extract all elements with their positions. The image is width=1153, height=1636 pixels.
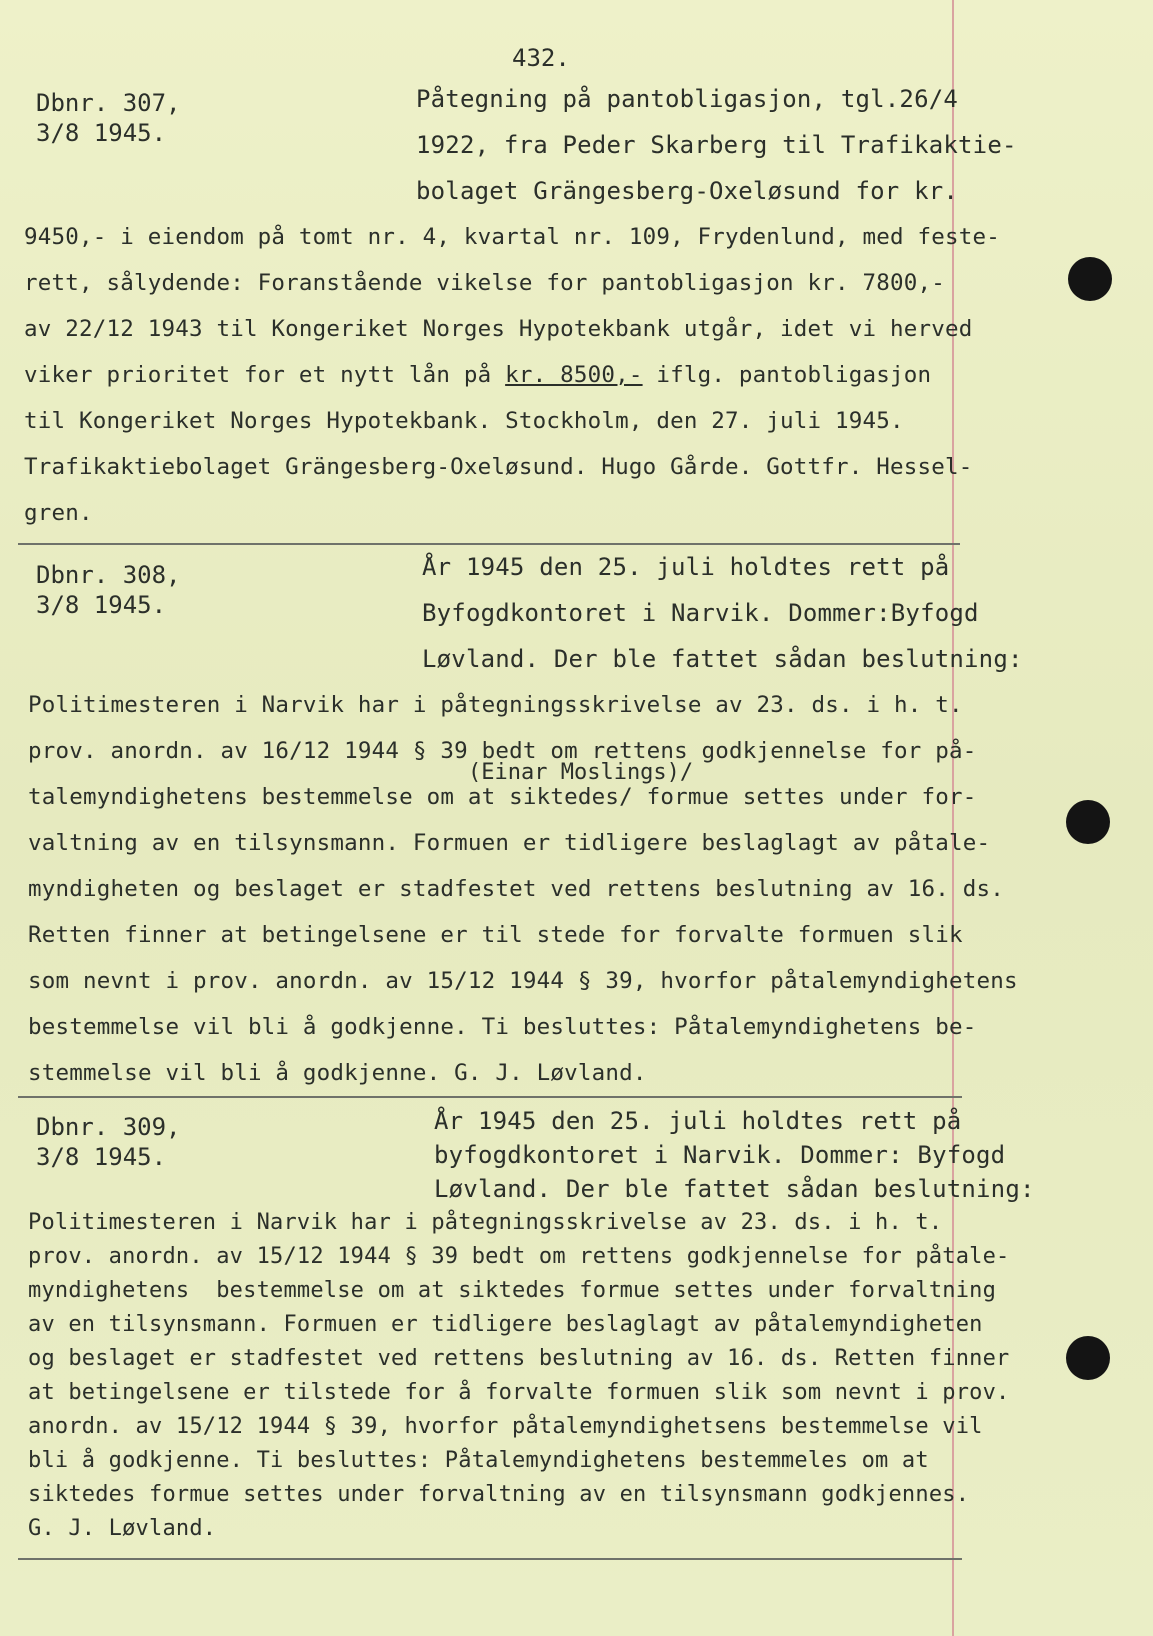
line-text: iflg. pantobligasjon	[642, 362, 932, 388]
entry-308-ref	[36, 560, 181, 620]
punch-hole	[1066, 800, 1110, 844]
entry-line: Påtegning på pantobligasjon, tgl.26/4	[416, 85, 959, 113]
ref-date: 3/8 1945.	[36, 591, 167, 619]
entry-line: anordn. av 15/12 1944 § 39, hvorfor påtalemyndighetsens bestemmelse vil	[28, 1414, 983, 1439]
entry-line: Trafikaktiebolaget Grängesberg-Oxeløsund. Hugo Gårde. Gottfr. Hessel-	[24, 454, 973, 480]
entry-line: stemmelse vil bli å godkjenne. G. J. Løvland.	[28, 1060, 647, 1086]
entry-line: av en tilsynsmann. Formuen er tidligere beslaglagt av påtalemyndigheten	[28, 1312, 983, 1337]
punch-hole	[1066, 1336, 1110, 1380]
entry-line: 9450,- i eiendom på tomt nr. 4, kvartal nr. 109, Frydenlund, med feste-	[24, 224, 1000, 250]
entry-line: Retten finner at betingelsene er til stede for forvalte formuen slik	[28, 922, 963, 948]
entry-line: til Kongeriket Norges Hypotekbank. Stockholm, den 27. juli 1945.	[24, 408, 904, 434]
entry-line: Løvland. Der ble fattet sådan beslutning:	[434, 1175, 1035, 1203]
entry-divider	[18, 543, 960, 545]
ref-date: 3/8 1945.	[36, 119, 167, 147]
entry-line: Politimesteren i Narvik har i påtegningsskrivelse av 23. ds. i h. t.	[28, 1210, 943, 1235]
entry-line: Byfogdkontoret i Narvik. Dommer:Byfogd	[422, 599, 979, 627]
entry-line: bestemmelse vil bli å godkjenne. Ti besluttes: Påtalemyndighetens be-	[28, 1014, 977, 1040]
entry-line: År 1945 den 25. juli holdtes rett på	[434, 1107, 962, 1135]
ref-number: Dbnr. 307,	[36, 89, 181, 117]
ref-number: Dbnr. 308,	[36, 561, 181, 589]
entry-line: av 22/12 1943 til Kongeriket Norges Hypotekbank utgår, idet vi herved	[24, 316, 973, 342]
entry-line: År 1945 den 25. juli holdtes rett på	[422, 553, 950, 581]
entry-line: som nevnt i prov. anordn. av 15/12 1944 § 39, hvorfor påtalemyndighetens	[28, 968, 1018, 994]
line-text: viker prioritet for et nytt lån på	[24, 362, 506, 388]
entry-divider	[18, 1558, 962, 1560]
handwritten-insertion: (Einar Moslings)/	[468, 760, 694, 785]
ref-date: 3/8 1945.	[36, 1143, 167, 1171]
entry-line: prov. anordn. av 16/12 1944 § 39 bedt om rettens godkjennelse for på-	[28, 738, 977, 764]
entry-line: valtning av en tilsynsmann. Formuen er tidligere beslaglagt av påtale-	[28, 830, 991, 856]
entry-line: myndighetens bestemmelse om at siktedes formue settes under forvaltning	[28, 1278, 997, 1303]
entry-line: G. J. Løvland.	[28, 1516, 217, 1541]
ref-number: Dbnr. 309,	[36, 1113, 181, 1141]
entry-307-ref	[36, 88, 181, 148]
entry-line: rett, sålydende: Foranstående vikelse for pantobligasjon kr. 7800,-	[24, 270, 945, 296]
entry-line: Løvland. Der ble fattet sådan beslutning:	[422, 645, 1023, 673]
entry-line: byfogdkontoret i Narvik. Dommer: Byfogd	[434, 1141, 1006, 1169]
entry-line: 1922, fra Peder Skarberg til Trafikaktie-	[416, 131, 1017, 159]
entry-line: og beslaget er stadfestet ved rettens beslutning av 16. ds. Retten finner	[28, 1346, 1010, 1371]
punch-hole	[1068, 257, 1112, 301]
entry-line: talemyndighetens bestemmelse om at siktedes/ formue settes under for-	[28, 784, 977, 810]
underlined-amount: kr. 8500,-	[505, 362, 643, 388]
entry-line: gren.	[24, 500, 93, 526]
entry-line	[24, 360, 931, 390]
entry-line: at betingelsene er tilstede for å forvalte formuen slik som nevnt i prov.	[28, 1380, 1010, 1405]
entry-divider	[18, 1096, 962, 1098]
entry-line: bli å godkjenne. Ti besluttes: Påtalemyndighetens bestemmeles om at	[28, 1448, 929, 1473]
entry-line: prov. anordn. av 15/12 1944 § 39 bedt om rettens godkjennelse for påtale-	[28, 1244, 1010, 1269]
entry-line: myndigheten og beslaget er stadfestet ved rettens beslutning av 16. ds.	[28, 876, 1004, 902]
entry-309-ref	[36, 1112, 181, 1172]
page-number: 432.	[512, 44, 570, 72]
entry-line: Politimesteren i Narvik har i påtegningsskrivelse av 23. ds. i h. t.	[28, 692, 963, 718]
entry-line: bolaget Grängesberg-Oxeløsund for kr.	[416, 177, 959, 205]
entry-line: siktedes formue settes under forvaltning av en tilsynsmann godkjennes.	[28, 1482, 970, 1507]
